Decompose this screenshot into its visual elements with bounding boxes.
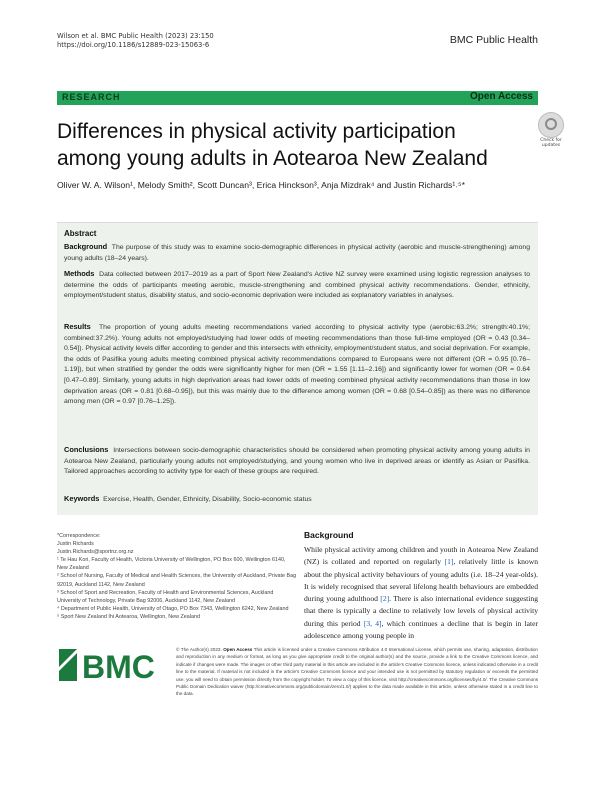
background-text-part: While physical activity among children and youth in Aotearoa New Zealand (NZ) is collated and reported on regularly [304,545,538,567]
results-label: Results [64,322,91,331]
background-text-part: . There is also international evidence suggesting that there is typically a decline to relatively low levels of physical activity during this period [304,594,538,628]
affiliation-5: ⁵ Sport New Zealand Ihi Aotearoa, Wellington, New Zealand [57,613,200,620]
citation-link[interactable]: [2] [380,594,390,604]
bmc-logo-text: BMC [82,649,155,685]
license-text: This article is licensed under a Creative Commons Attribution 4.0 International License, which permits use, sharing, adaptation, distribution and reproduction in any medium or format, as long as you give appropriate credit to the original author(s) and the source, provide a link to the Creative Commons licence, and indicate if changes were made. The images or other third party material in this article are included in the article's Creative Commons licence, unless indicated otherwise in a credit line to the material. If material is not included in the article's Creative Commons licence and your intended use is not permitted by statutory regulation or exceeds the permitted use, you will need to obtain permission directly from the copyright holder. To view a copy of this licence, visit http://creativecommons.org/licenses/by/4.0/. The Creative Commons Public Domain Dedication waiver (http://creativecommons.org/publicdomain/zero/1.0/) applies to the data made available in this article, unless otherwise stated in a credit line to the data. [176,647,538,697]
badge-text-2: updates [541,143,561,148]
check-for-updates-badge[interactable] [538,112,564,148]
abstract-methods [64,269,530,302]
check-updates-icon [538,112,564,138]
bmc-logo [57,645,169,685]
abstract-box [57,222,538,515]
abstract-results [64,322,530,408]
correspondence-email[interactable]: Justin.Richards@sportnz.org.nz [57,549,134,556]
keywords-text: Exercise, Health, Gender, Ethnicity, Disability, Socio-economic status [103,496,312,503]
author-list: Oliver W. A. Wilson¹, Melody Smith², Scott Duncan³, Erica Hinckson³, Anja Mizdrak⁴ and Justin Richards¹˒⁵* [57,180,465,190]
article-type-label: RESEARCH [62,92,121,102]
license-notice [176,646,538,698]
citation-line: Wilson et al. BMC Public Health (2023) 23:150 [57,32,214,40]
affiliation-4: ⁴ Department of Public Health, University of Otago, PO Box 7343, Wellington 6242, New Zealand [57,605,289,612]
keywords-label: Keywords [64,494,100,503]
affiliation-3: ³ School of Sport and Recreation, Faculty of Health and Environmental Sciences, Auckland University of Technology, Private Bag 92006, Auckland 1142, New Zealand [57,589,274,604]
open-access-label: Open Access [470,91,533,102]
background-label: Background [64,242,108,251]
affiliation-1: ¹ Te Hau Kori, Faculty of Health, Victoria University of Wellington, PO Box 600, Wellington 6140, New Zealand [57,557,286,572]
badge-text-1: Check for [540,138,562,143]
journal-name: BMC Public Health [449,34,538,46]
citation-header [57,32,214,50]
license-open-access: Open Access [223,647,253,652]
correspondence-name: Justin Richards [57,541,94,548]
article-type-band [57,91,538,105]
abstract-heading: Abstract [64,229,97,238]
background-heading: Background [304,530,354,540]
conclusions-label: Conclusions [64,445,109,454]
methods-text: Data collected between 2017–2019 as a part of Sport New Zealand's Active NZ survey were examined using logistic regression analyses to determine the odds of participants meeting aerobic, muscle-strengthening and combined physical activity recommendations. Gender, ethnicity, employment/student status, disability status, and socio-economic deprivation were included as explanatory variables in analyses. [64,271,530,300]
bmc-logo-icon [57,645,169,685]
abstract-background [64,242,530,264]
abstract-keywords [64,494,530,506]
background-text-part: , which continues a decline that is begin in later adolescence among young people in [304,618,538,641]
background-body [304,544,538,642]
conclusions-text: Intersections between socio-demographic characteristics should be considered when promoting physical activity among young adults in Aotearoa New Zealand, particularly young adults not employed/studying, and young women who live in deprived areas or identify as Asian or Pasifika. Tailored approaches according to activity type for each of these groups are required. [64,447,530,476]
results-text: The proportion of young adults meeting recommendations varied according to physical activity type (aerobic:63.2%; strength:40.1%; combined:37.2%). Young adults not employed/studying had lower odds of meeting recommendations than those full-time employed (OR = 0.43 [0.34–0.54]). Physical activity levels differ according to gender and this intersects with ethnicity, employment/student status, and social deprivation. For example, the odds of Pasifika young adults meeting combined physical activity recommendations compared to Europeans were not different (OR = 0.95 [0.76–1.19]), but when stratified by gender the odds were significantly higher for men (OR = 1.55 [1.11–2.16]) and significantly lower for women (OR = 0.64 [0.47–0.89]. Similarly, young adults in high deprivation areas had lower odds of meeting combined physical activity recommendations than those in low deprivation areas (OR = 0.81 [0.68–0.95]), but this was mainly due to the difference among women (OR = 0.68 [0.54–0.85]) as there was no difference among men (OR = 0.97 [0.76–1.25]). [64,324,530,406]
doi-link[interactable]: https://doi.org/10.1186/s12889-023-15063-6 [57,41,210,49]
correspondence-label: *Correspondence: [57,533,101,539]
citation-link[interactable]: [3, 4] [363,618,382,628]
citation-link[interactable]: [1] [444,557,454,567]
background-text-part: , relatively little is known about the physical activity behaviours of young adults (i.e. 18–24 year-olds). It is widely recognised that several lifelong health behaviours are embedded during young adulthood [304,557,538,604]
affiliation-footnotes [57,532,297,621]
license-lead: © The Author(s) 2023. [176,647,222,652]
abstract-conclusions [64,445,530,478]
article-title: Differences in physical activity participation among young adults in Aotearoa New Zealand [57,120,488,170]
affiliation-2: ² School of Nursing, Faculty of Medical and Health Sciences, the University of Auckland, Private Bag 92019, Auckland 1142, New Zealand [57,573,297,588]
methods-label: Methods [64,269,95,278]
background-text: The purpose of this study was to examine socio-demographic differences in physical activity (aerobic and muscle-strengthening) among young adults (18–24 years). [64,244,530,262]
